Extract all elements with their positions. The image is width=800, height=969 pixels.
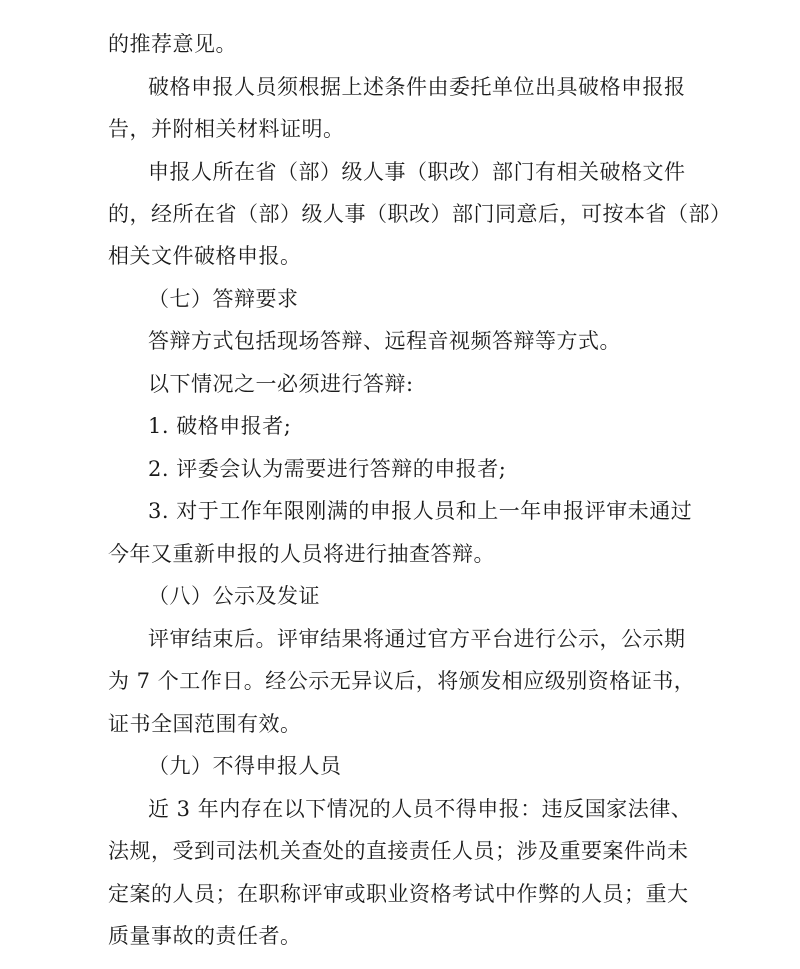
list-item: 3. 对于工作年限刚满的申报人员和上一年申报评审未通过 <box>148 499 693 523</box>
text-line: 以下情况之一必须进行答辩: <box>148 372 414 396</box>
text-line: 近 3 年内存在以下情况的人员不得申报：违反国家法律、 <box>148 797 693 821</box>
text-line: 定案的人员；在职称评审或职业资格考试中作弊的人员；重大 <box>108 882 689 906</box>
text-line: 为 7 个工作日。经公示无异议后，将颁发相应级别资格证书， <box>108 669 696 693</box>
text-line: 今年又重新申报的人员将进行抽查答辩。 <box>108 542 495 566</box>
text-line: 告，并附相关材料证明。 <box>108 117 345 141</box>
text-line: 证书全国范围有效。 <box>108 712 302 736</box>
text-line: 相关文件破格申报。 <box>108 244 302 268</box>
text-line: 评审结束后。评审结果将通过官方平台进行公示，公示期 <box>148 627 686 651</box>
list-item: 1. 破格申报者; <box>148 414 292 438</box>
section-heading: （八）公示及发证 <box>148 584 320 608</box>
list-item: 2. 评委会认为需要进行答辩的申报者; <box>148 457 507 481</box>
text-line: 破格申报人员须根据上述条件由委托单位出具破格申报报 <box>148 75 686 99</box>
section-heading: （七）答辩要求 <box>148 287 299 311</box>
text-line: 的，经所在省（部）级人事（职改）部门同意后，可按本省（部） <box>108 202 732 226</box>
text-line: 答辩方式包括现场答辩、远程音视频答辩等方式。 <box>148 329 621 353</box>
text-line: 质量事故的责任者。 <box>108 924 302 948</box>
text-line: 法规，受到司法机关查处的直接责任人员；涉及重要案件尚未 <box>108 839 689 863</box>
section-heading: （九）不得申报人员 <box>148 754 342 778</box>
text-line: 申报人所在省（部）级人事（职改）部门有相关破格文件 <box>148 160 686 184</box>
text-line: 的推荐意见。 <box>108 32 237 56</box>
